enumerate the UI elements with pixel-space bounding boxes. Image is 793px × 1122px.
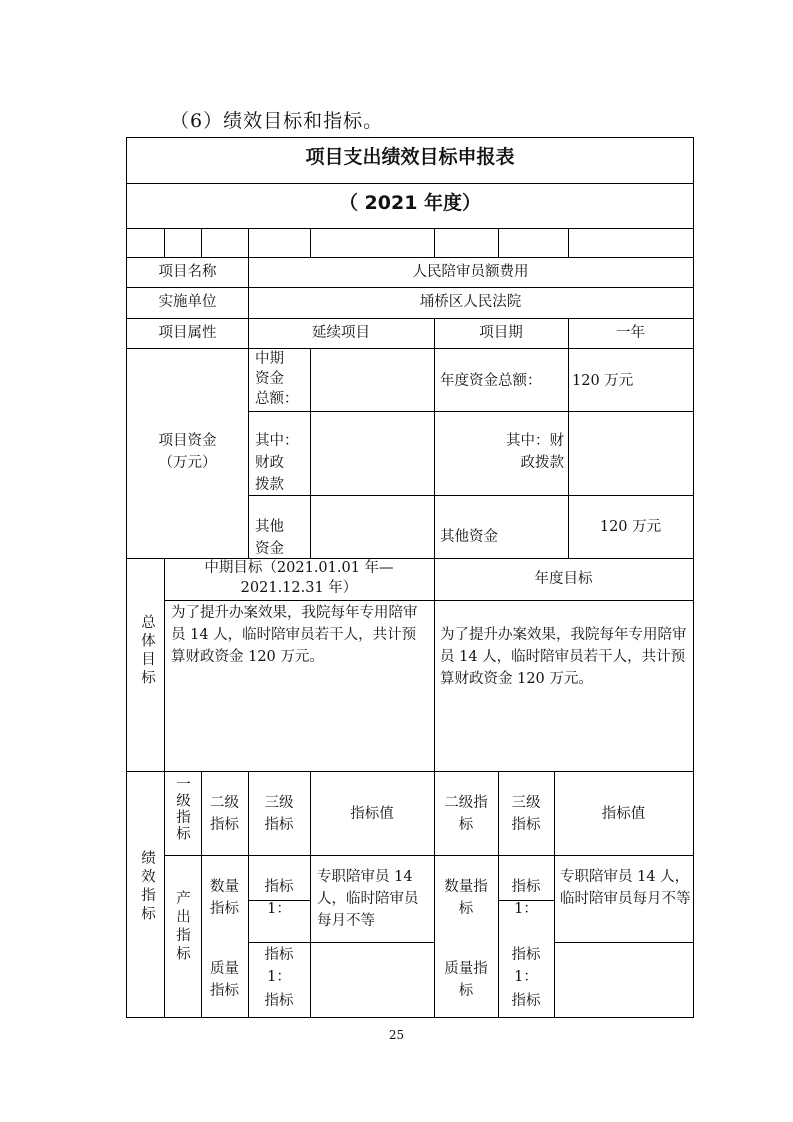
performance-target-table xyxy=(126,137,694,1018)
rule xyxy=(248,228,249,257)
year-other-label: 其他资金 xyxy=(440,529,498,545)
attribute-label: 项目属性 xyxy=(158,325,217,341)
rule xyxy=(434,318,435,558)
page-number: 25 xyxy=(388,1028,405,1042)
year-other-value: 120 万元 xyxy=(599,519,662,535)
indicator1-value-right: 专职陪审员 14 人，临时陪审员每月不等 xyxy=(560,869,691,907)
rule xyxy=(164,558,165,1018)
rule xyxy=(164,228,165,257)
quality-indicator-label: 质量 指标 xyxy=(210,961,239,999)
rule xyxy=(127,287,693,288)
project-name-value: 人民陪审员额费用 xyxy=(412,264,529,280)
table-year: （ 2021 年度） xyxy=(338,192,482,214)
rule xyxy=(554,942,693,943)
indicator1-label-right: 指标 1： xyxy=(511,879,541,917)
rule xyxy=(164,855,693,856)
quality-indicator2-label-right: 指标 xyxy=(511,993,541,1009)
indicator1-value: 专职陪审员 14 人，临时陪审员每月不等 xyxy=(317,869,419,929)
rule xyxy=(498,228,499,257)
value-header-right: 指标值 xyxy=(601,806,646,822)
indicator1-label: 指标 1： xyxy=(264,879,294,917)
table-title: 项目支出绩效目标申报表 xyxy=(305,146,515,168)
quantity-indicator-label: 数量 指标 xyxy=(210,879,239,917)
quality-indicator2-label: 指标 xyxy=(264,993,294,1009)
rule xyxy=(248,411,693,412)
rule xyxy=(127,771,693,772)
rule xyxy=(127,318,693,319)
year-goal-label: 年度目标 xyxy=(534,571,593,587)
mid-other-label: 其他 资金 xyxy=(255,519,284,557)
unit-label: 实施单位 xyxy=(158,294,217,310)
section-heading: （6）绩效目标和指标。 xyxy=(170,110,384,132)
quantity-indicator-label-right: 数量指 标 xyxy=(444,879,488,917)
rule xyxy=(310,228,311,257)
quality-indicator1-label: 指标 1： xyxy=(264,947,294,985)
rule xyxy=(248,495,693,496)
mid-goal-label: 中期目标（2021.01.01 年— 2021.12.31 年） xyxy=(204,560,394,596)
rule xyxy=(127,348,693,349)
year-fiscal-label: 其中：财 政拨款 xyxy=(506,433,564,471)
quality-indicator-label-right: 质量指 标 xyxy=(444,961,488,999)
rule xyxy=(248,942,310,943)
attribute-value: 延续项目 xyxy=(312,325,370,341)
rule xyxy=(310,942,434,943)
level1-header: 一级指标 xyxy=(174,776,190,842)
period-value: 一年 xyxy=(616,325,645,341)
level3-header-right: 三级 指标 xyxy=(511,795,541,833)
level2-header-right: 二级指 标 xyxy=(444,795,488,833)
mid-fiscal-label: 其中： 财政 拨款 xyxy=(255,433,299,493)
unit-value: 埇桥区人民法院 xyxy=(419,294,522,310)
year-total-value: 120 万元 xyxy=(572,373,634,389)
year-goal-text: 为了提升办案效果，我院每年专用陪审员 14 人，临时陪审员若干人，共计预算财政资金 120 万元。 xyxy=(440,627,687,687)
rule xyxy=(127,257,693,258)
output-indicator-label: 产出指标 xyxy=(174,890,190,964)
rule xyxy=(434,228,435,257)
year-total-label: 年度资金总额： xyxy=(440,373,542,389)
level2-header: 二级 指标 xyxy=(210,795,239,833)
performance-indicators-label: 绩效指标 xyxy=(139,850,155,924)
value-header: 指标值 xyxy=(350,806,394,822)
mid-goal-text: 为了提升办案效果，我院每年专用陪审员 14 人，临时陪审员若干人，共计预算财政资金 120 万元。 xyxy=(171,605,418,665)
rule xyxy=(201,228,202,257)
level3-header: 三级 指标 xyxy=(264,795,294,833)
mid-total-label: 中期 资金 总额： xyxy=(255,351,299,407)
rule xyxy=(568,228,569,257)
funds-label: 项目资金 （万元） xyxy=(158,433,217,471)
rule xyxy=(310,348,311,558)
rule xyxy=(164,600,693,601)
rule xyxy=(127,183,693,184)
rule xyxy=(127,228,693,229)
project-name-label: 项目名称 xyxy=(158,264,217,280)
period-label: 项目期 xyxy=(479,325,523,341)
quality-indicator1-label-right: 指标 1： xyxy=(511,947,541,985)
overall-target-label: 总体目标 xyxy=(139,614,155,688)
